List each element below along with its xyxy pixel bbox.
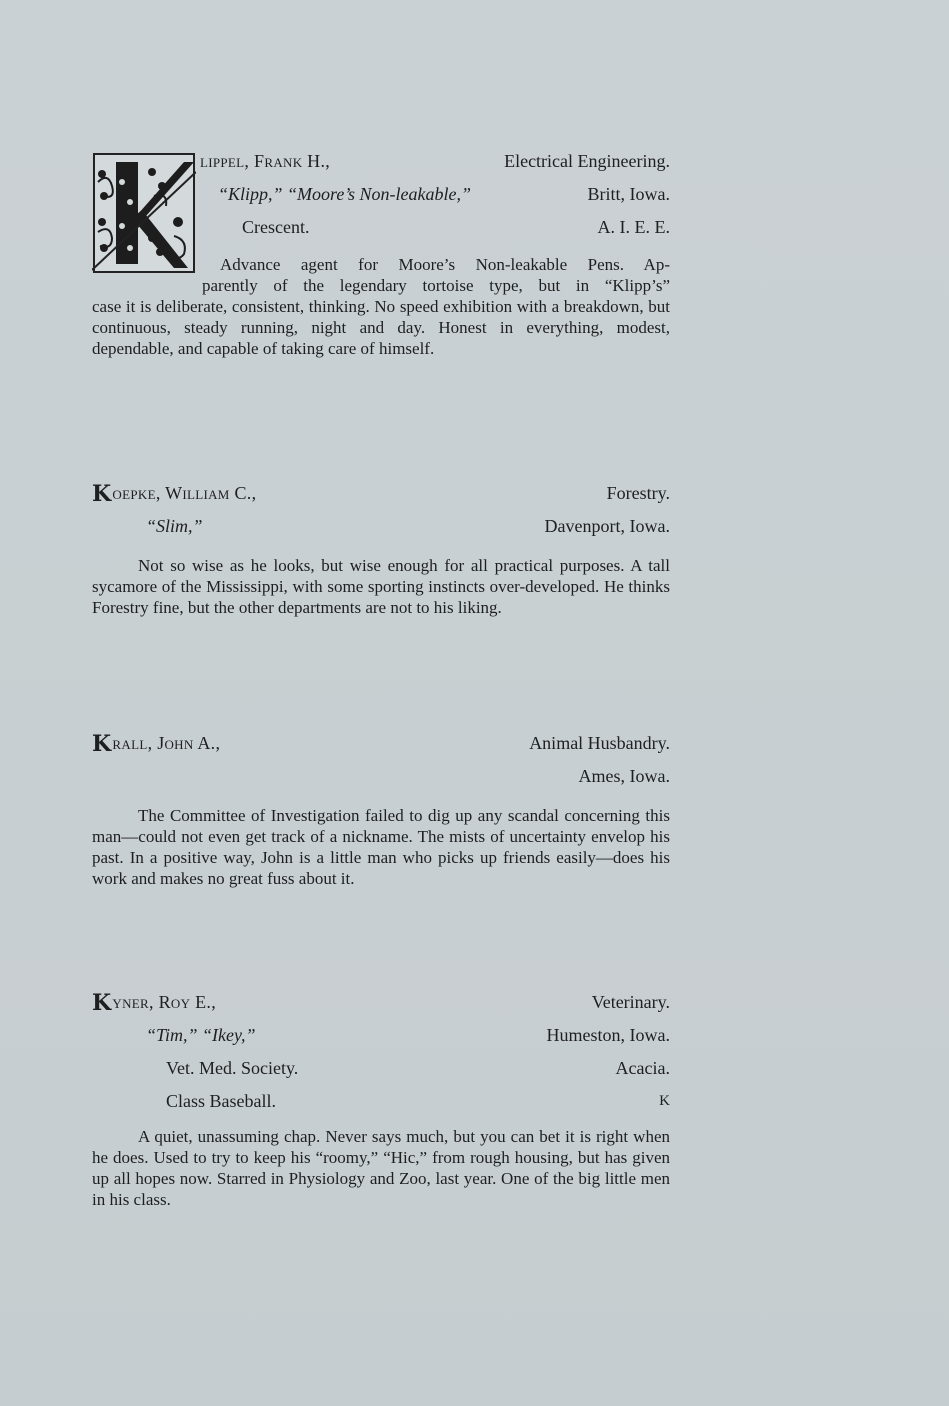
entry-krall	[92, 732, 670, 889]
entry-name: Koepke, William C.,	[92, 481, 257, 507]
entry-bio-line-2: parently of the legendary tortoise type, but in “Klipp’s”	[202, 276, 670, 295]
entry-hometown: Davenport, Iowa.	[544, 516, 670, 536]
entry-hometown: Humeston, Iowa.	[546, 1025, 670, 1045]
entry-hometown: Britt, Iowa.	[587, 184, 670, 204]
entry-letter: K	[659, 1093, 670, 1109]
entry-kyner	[92, 991, 670, 1210]
entry-department: Animal Husbandry.	[529, 733, 670, 753]
entry-nicknames: “Klipp,” “Moore’s Non-leakable,”	[218, 184, 472, 204]
blackletter-initial: K	[92, 731, 112, 757]
entry-name: Kyner, Roy E.,	[92, 990, 217, 1016]
entry-bio: A quiet, unassuming chap. Never says much, but you can bet it is right when he does. Used to try to keep his “roomy,” “Hic,” from rough housing, but has given up all hopes now. Starred in Physiology and Zoo, last year. One of the big little men in his class.	[92, 1127, 670, 1209]
entry-name: lippel, Frank H.,	[200, 151, 331, 171]
entry-nicknames: “Slim,”	[146, 516, 203, 536]
entry-fraternity: Acacia.	[615, 1058, 670, 1078]
entry-club: Crescent.	[242, 217, 310, 237]
entry-department: Veterinary.	[591, 992, 670, 1012]
entry-bio: Not so wise as he looks, but wise enough for all practical purposes. A tall sycamore of the Mississippi, with some sporting instincts over-developed. He thinks Forestry fine, but the other departments are not to his liking.	[92, 556, 670, 617]
entry-name: Krall, John A.,	[92, 731, 221, 757]
blackletter-initial: K	[92, 481, 112, 507]
entry-nicknames: “Tim,” “Ikey,”	[146, 1025, 256, 1045]
entry-bio	[92, 275, 670, 359]
entry-koepke	[92, 482, 670, 618]
illuminated-k-dropcap	[92, 152, 196, 274]
entry-klippel-header	[200, 150, 670, 249]
entry-hometown: Ames, Iowa.	[578, 766, 670, 786]
blackletter-initial: K	[92, 990, 112, 1016]
entry-bio-line-1: Advance agent for Moore’s Non-leakable Pens. Ap-	[220, 255, 670, 274]
entry-department: Forestry.	[606, 483, 670, 503]
entry-bio: The Committee of Investigation failed to dig up any scandal concerning this man—could not even get track of a nickname. The mists of uncertainty envelop his past. In a positive way, John is a little man who picks up friends easily—does his work and makes no great fuss about it.	[92, 806, 670, 888]
entry-society: Vet. Med. Society.	[166, 1058, 299, 1078]
entry-department: Electrical Engineering.	[504, 151, 670, 171]
entry-society: A. I. E. E.	[597, 217, 670, 237]
entry-sport: Class Baseball.	[166, 1091, 276, 1111]
entry-bio-rest: case it is deliberate, consistent, thinking. No speed exhibition with a breakdown, but continuous, steady running, night and day. Honest in everything, modest, dependable, and capable of taking care of himself.	[92, 297, 670, 358]
